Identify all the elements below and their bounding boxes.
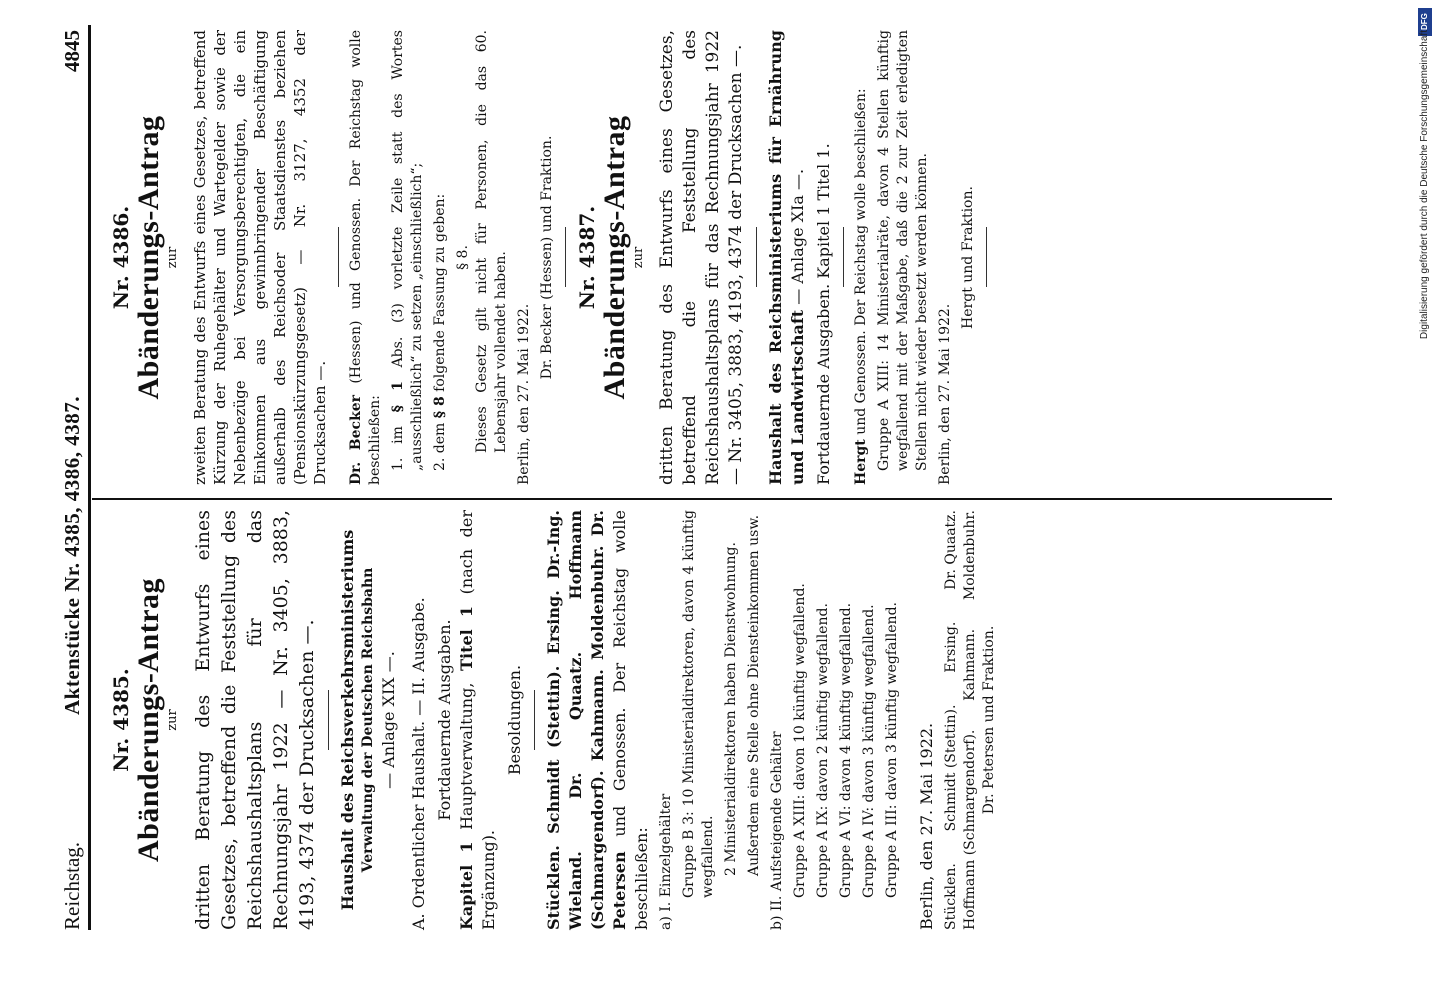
heading-4387 <box>765 30 809 485</box>
antrag-name-hergt: Hergt <box>853 439 869 485</box>
antrag-rest: und Genossen. Der Reichstag wolle beschließen: <box>853 88 869 440</box>
column-4386-4387 <box>100 30 995 485</box>
paragraph-8-text: Dieses Gesetz gilt nicht für Personen, die das 60. Lebensjahr vollendet haben. <box>474 30 509 453</box>
item-b: b) II. Aufsteigende Gehälter <box>769 731 785 930</box>
doc-title-4386: Abänderungs-Antrag <box>132 115 165 400</box>
section-a: A. Ordentlicher Haushalt. — II. Ausgabe. <box>409 597 428 930</box>
item-a3: Außerdem eine Stelle ohne Diensteinkommen usw. <box>746 514 762 876</box>
column-divider <box>92 498 1332 500</box>
zur-4387: zur <box>631 246 646 269</box>
doc-number-4385: Nr. 4385. <box>109 668 133 772</box>
page-header <box>60 30 90 930</box>
sig-ersing: Ersing. <box>943 621 959 673</box>
header-rule <box>88 25 91 930</box>
antrag-4387 <box>852 30 871 485</box>
item-b2: Gruppe A IX: davon 2 künftig wegfallend. <box>815 603 831 898</box>
divider <box>565 228 566 288</box>
item-2-rest: folgende Fassung zu geben: <box>432 193 448 397</box>
sig-hoffmann: Hoffmann (Schmargendorf). <box>962 729 978 930</box>
heading-anlage-4387: — Anlage XIa —. <box>788 168 807 310</box>
side-note <box>1416 0 1434 1000</box>
header-title: Aktenstücke Nr. 4385, 4386, 4387. <box>60 395 84 715</box>
antrag-4386 <box>347 30 385 485</box>
item-1-pre: 1. im <box>390 412 406 471</box>
antrag-rest: (Hessen) und Genossen. Der Reichstag wolle beschließen: <box>348 30 383 485</box>
item-1-rest: Abs. (3) vorletzte Zeile statt des Wortes „ausschließlich“ zu setzen „einschließlich“; <box>390 30 425 471</box>
divider <box>338 228 339 288</box>
divider <box>756 228 757 288</box>
item-a1: Gruppe B 3: 10 Ministerialdirektoren, davon 4 künftig wegfallend. <box>681 510 716 898</box>
signatures-row3: Dr. Petersen und Fraktion. <box>981 625 997 815</box>
item-2-pre: 2. dem <box>432 418 448 471</box>
sig-kahmann: Kahmann. <box>962 628 978 701</box>
lead-4387: dritten Beratung des Entwurfs eines Gesetzes, betreffend die Feststellung des Reichshaushaltsplans für das Rechnungsjahr 1922 — Nr. 3405, 3883, 4193, 4374 der Drucksachen —. <box>657 30 746 485</box>
section-fortdauernd: Fortdauernde Ausgaben. <box>435 619 454 821</box>
antrag-rest: und Genossen. Der Reichstag wolle beschließen: <box>610 510 651 930</box>
doc-number-4387: Nr. 4387. <box>575 205 599 310</box>
item-1 <box>389 30 427 485</box>
heading-anlage: — Anlage XIX —. <box>379 651 398 789</box>
date-4387: Berlin, den 27. Mai 1922. <box>937 303 953 485</box>
divider <box>328 690 329 750</box>
side-note-text: Digitalisierung gefördert durch die Deutsche Forschungsgemeinschaft <box>1419 30 1430 340</box>
kapitel-bold: Kapitel 1 <box>457 841 476 930</box>
sig-quaatz: Dr. Quaatz. <box>943 510 959 590</box>
signatures-row2 <box>961 510 980 930</box>
paragraph-8: § 8. <box>455 245 471 270</box>
item-a: a) I. Einzelgehälter <box>658 793 674 930</box>
item-b3: Gruppe A VI: davon 4 künftig wegfallend. <box>838 602 854 898</box>
page-number: 4845 <box>60 30 84 72</box>
kapitel-rest: Hauptverwaltung, <box>457 670 476 842</box>
sig-becker: Dr. Becker (Hessen) und Fraktion. <box>539 135 555 380</box>
doc-number-4386: Nr. 4386. <box>109 205 133 310</box>
date-4386: Berlin, den 27. Mai 1922. <box>516 303 532 485</box>
antrag-4385 <box>543 510 653 930</box>
heading-reichsbahn: Verwaltung der Deutschen Reichsbahn <box>360 567 376 873</box>
item-1-para: § 1 <box>390 381 406 413</box>
heading-ministry-4387: Haushalt des Reichsministeriums für Ernährung und Landwirtschaft <box>766 30 807 485</box>
divider <box>534 690 535 750</box>
heading-ministry: Haushalt des Reichsverkehrsministeriums <box>338 529 357 911</box>
item-a2: 2 Ministerialdirektoren haben Dienstwohnung. <box>723 542 739 876</box>
item-b5: Gruppe A III: davon 3 künftig wegfallend. <box>884 602 900 898</box>
sig-moldenbuhr: Moldenbuhr. <box>962 510 978 601</box>
dfg-logo: DFG <box>1418 8 1432 36</box>
lead-4386: zweiten Beratung des Entwurfs eines Gesetzes, betreffend Kürzung der Ruhegehälter und Wartegelder sowie der Nebenbezüge bei Versorgungsberechtigten, die ein Einkommen aus gewinnbringender Beschäftigung außerhalb des Reichsoder Staatsdienstes beziehen (Pensionskürzungsgesetz) — Nr. 3127, 4352 der Drucksachen —. <box>191 30 329 485</box>
zur-4385: zur <box>165 709 180 731</box>
item-2-para: § 8 <box>432 396 448 419</box>
titel-rest: (nach der Ergänzung). <box>457 509 498 930</box>
divider <box>986 228 987 288</box>
signatures-row1 <box>942 510 961 930</box>
zur-4386: zur <box>165 246 180 269</box>
besoldungen: Besoldungen. <box>505 664 524 776</box>
titel-bold: Titel 1 <box>457 606 476 671</box>
sig-stuecklen: Stücklen. <box>943 863 959 930</box>
kapitel-line <box>456 510 500 930</box>
doc-title-4387: Abänderungs-Antrag <box>598 115 631 400</box>
antrag-names: Stücklen. Schmidt (Stettin). Ersing. Dr.-Ing. Wieland. Dr. Quaatz. Hoffmann (Schmargendorf). Kahmann. Moldenbuhr. Dr. Petersen <box>544 510 629 930</box>
item-4387: Gruppe A XIII: 14 Ministerialräte, davon 4 Stellen künftig wegfallend mit der Maßgabe, daß die 2 zur Zeit erledigten Stellen nicht wieder besetzt werden können. <box>876 30 930 471</box>
item-2 <box>431 30 450 485</box>
doc-title-4385: Abänderungs-Antrag <box>132 577 165 863</box>
lead-4385: dritten Beratung des Entwurfs eines Gesetzes, betreffend die Feststellung des Reichshaushaltsplans für das Rechnungsjahr 1922 — Nr. 3405, 3883, 4193, 4374 der Drucksachen —. <box>192 510 318 930</box>
date-4385: Berlin, den 27. Mai 1922. <box>917 722 936 930</box>
divider <box>843 228 844 288</box>
antrag-name-becker: Dr. Becker <box>348 394 364 485</box>
header-left: Reichstag. <box>60 841 84 930</box>
item-b4: Gruppe A IV: davon 3 künftig wegfallend. <box>861 604 877 898</box>
sig-hergt: Hergt und Fraktion. <box>960 186 976 329</box>
column-4385 <box>100 510 999 930</box>
item-b1: Gruppe A XIII: davon 10 künftig wegfallend. <box>792 583 808 898</box>
sig-schmidt: Schmidt (Stettin). <box>943 704 959 832</box>
fortdauernd-4387: Fortdauernde Ausgaben. Kapitel 1 Titel 1. <box>814 143 833 485</box>
